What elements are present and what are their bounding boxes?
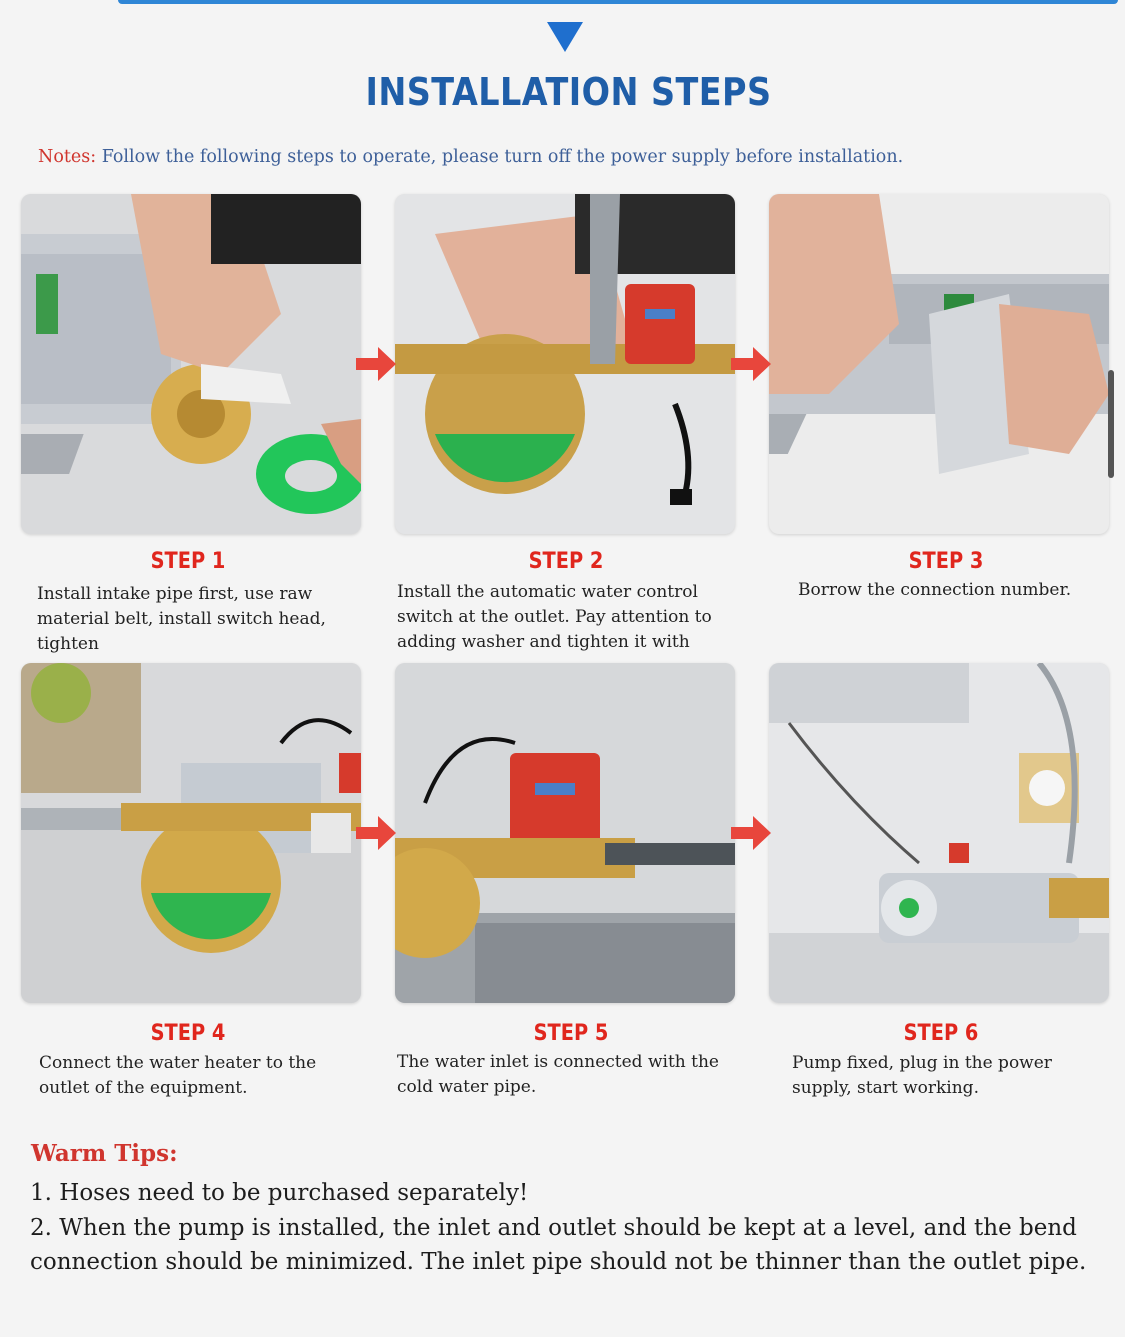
step-3-photo [769, 194, 1109, 534]
arrow-right-icon [356, 816, 396, 850]
step-2-title: STEP 2 [528, 549, 604, 574]
notes-text: Follow the following steps to operate, please turn off the power supply before installation. [96, 147, 904, 167]
step-4-photo [21, 663, 361, 1003]
step-5-title: STEP 5 [533, 1021, 609, 1046]
step-5-photo [395, 663, 735, 1003]
tip-item: 1. Hoses need to be purchased separately! [30, 1180, 529, 1206]
arrow-right-icon [731, 347, 771, 381]
scrollbar-thumb[interactable] [1108, 370, 1114, 478]
top-accent-bar [118, 0, 1118, 4]
arrow-right-icon [356, 347, 396, 381]
tip-item: 2. When the pump is installed, the inlet and outlet should be kept at a level, and the bend connection should be minimized. The inlet pipe should not be thinner than the outlet pipe. [30, 1214, 1087, 1275]
arrow-right-icon [731, 816, 771, 850]
page-title: INSTALLATION STEPS [365, 70, 772, 114]
warm-tips-title: Warm Tips: [31, 1140, 178, 1167]
step-1-photo [21, 194, 361, 534]
step-2-desc: Install the automatic water control switch at the outlet. Pay attention to adding washer and tighten it with [397, 582, 712, 652]
warm-tips-list [30, 1176, 1100, 1280]
step-2-photo [395, 194, 735, 534]
step-4-desc: Connect the water heater to the outlet of the equipment. [39, 1053, 317, 1098]
notes [38, 147, 903, 167]
step-5-desc: The water inlet is connected with the cold water pipe. [397, 1052, 719, 1097]
notes-label: Notes: [38, 147, 97, 167]
triangle-down-icon [547, 22, 583, 52]
step-3-desc: Borrow the connection number. [798, 580, 1072, 600]
step-3-title: STEP 3 [908, 549, 984, 574]
step-1-title: STEP 1 [150, 549, 226, 574]
step-4-title: STEP 4 [150, 1021, 226, 1046]
step-6-photo [769, 663, 1109, 1003]
step-6-desc: Pump fixed, plug in the power supply, start working. [792, 1053, 1052, 1098]
step-6-title: STEP 6 [903, 1021, 979, 1046]
step-1-desc: Install intake pipe first, use raw material belt, install switch head, tighten [37, 584, 326, 654]
